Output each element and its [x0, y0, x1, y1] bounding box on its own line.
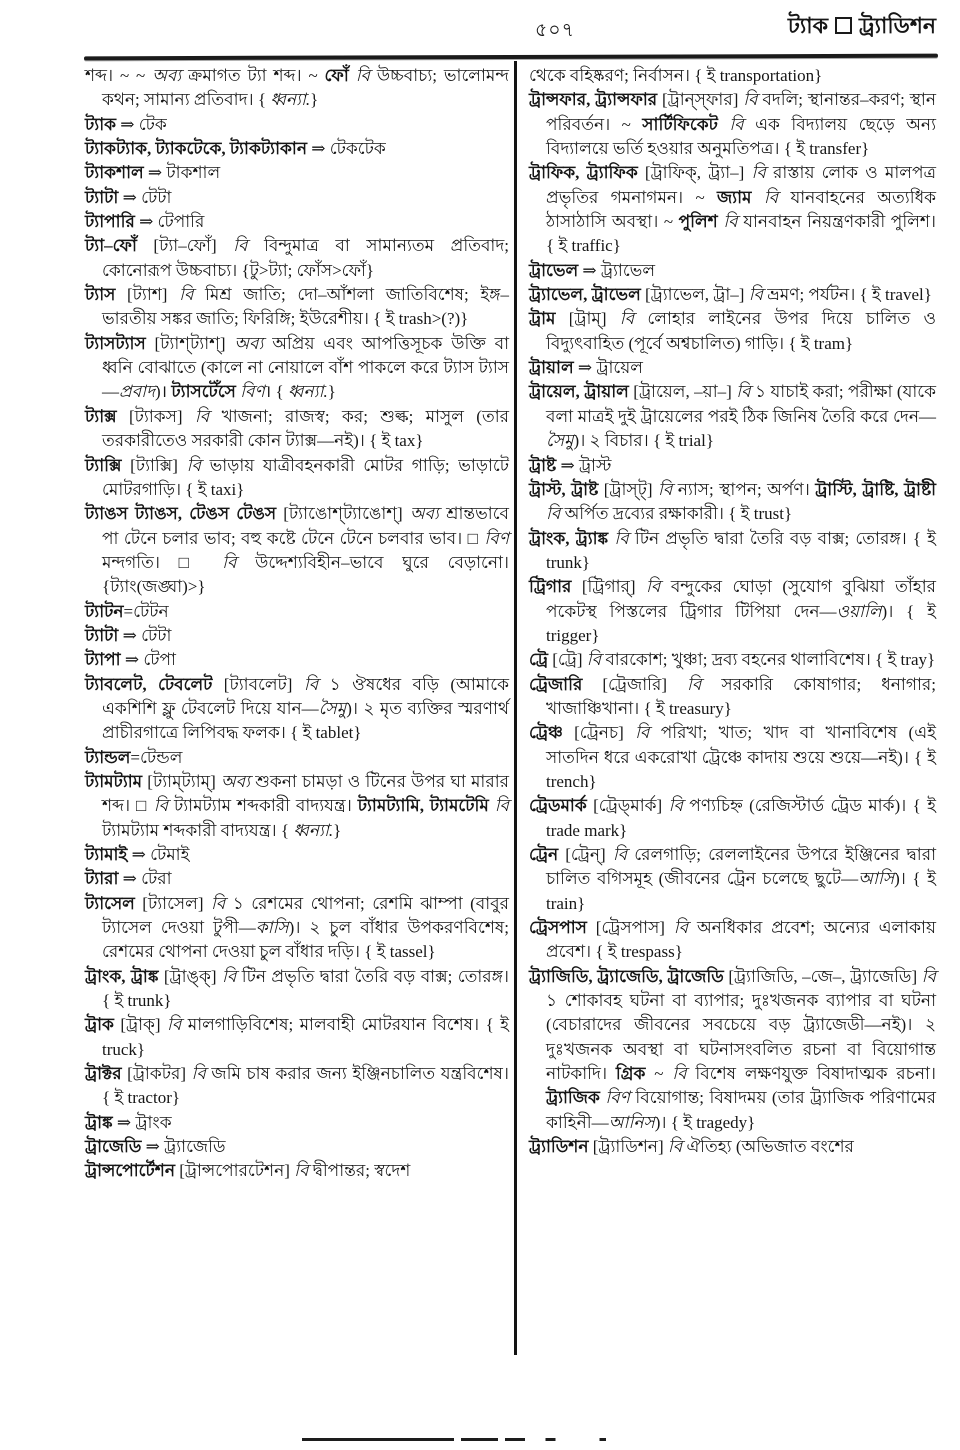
dictionary-entry: ট্যাসেল [ট্যাসেল] বি ১ রেশমের থোপনা; রেশমি ঝাম্পা (বাবুর ট্যাসেল দেওয়া টুপী—কাসি)। ২ চুল বাঁধার উপকরণবিশেষ; রেশমের থোপনা দেওয়া চুল বাঁধার দড়ি। { ই tassel}	[85, 893, 509, 962]
dictionary-entry: ট্রেন [ট্রেন্] বি রেলগাড়ি; রেললাইনের উপরে ইঞ্জিনের দ্বারা চালিত বগিসমূহ (জীবনের ট্রেন চলেছে ছুটে—আসি)। { ই train}	[529, 845, 936, 913]
guide-word-right: ট্র্যাডিশন	[858, 13, 936, 38]
dictionary-entry: ট্যাক ⇒ টেক	[85, 114, 167, 134]
dictionary-entry: থেকে বহিষ্করণ; নির্বাসন। { ই transportation}	[529, 66, 823, 85]
dictionary-entry: ট্রাষ্ট ⇒ ট্রাস্ট	[529, 455, 612, 475]
dictionary-entry: ট্যাটা ⇒ টেটা	[85, 187, 172, 207]
column-divider	[514, 61, 517, 1355]
dictionary-entry: ট্রিগার [ট্রিগার্] বি বন্দুকের ঘোড়া (সুযোগ বুঝিয়া তাঁহার পকেটস্থ পিস্তলের ট্রিগার টিপিয়া দেন—ওয়ালি)। { ই trigger}	[529, 577, 937, 645]
dictionary-entry: ট্যাক্স [ট্যাকস] বি খাজনা; রাজস্ব; কর; শুল্ক; মাসুল (তার তরকারীতেও সরকারী কোন ট্যাক্স—নই)। { ই tax}	[85, 406, 509, 451]
dictionary-entry: ট্যাসট্যাস [ট্যাশ্‌ট্যাশ্] অব্য অপ্রিয় এবং আপত্তিসূচক উক্তি বা ধ্বনি বোঝাতে (কালে না নোয়ালে বাঁশ পাকলে করে ট্যাস ট্যাস—প্রবাদ)। ট্যাসটেঁসে বিণ। { ধ্বন্যা.}	[85, 333, 510, 402]
dictionary-entry: ট্রে [ট্রে] বি বারকোশ; খুঞ্চা; দ্রব্য বহনের থালাবিশেষ। { ই tray}	[529, 650, 936, 670]
separator-square-icon	[835, 17, 852, 34]
dictionary-entry: ট্যাকট্যাক, ট্যাকটেকে, ট্যাকট্যাকান ⇒ টেকটেক	[85, 139, 386, 159]
dictionary-entry: ট্রায়াল ⇒ ট্রায়েল	[529, 358, 643, 378]
guide-word-left: ট্যাক	[787, 13, 828, 38]
dictionary-entry: ট্যামট্যাম [ট্যাম্‌ট্যাম্] অব্য শুকনা চামড়া ও টিনের উপর ঘা মারার শব্দ। □ বি ট্যামট্যাম শব্দকারী বাদ্যযন্ত্র। ট্যামট্যামি, ট্যামটেমি বি ট্যামট্যাম শব্দকারী বাদ্যযন্ত্র। { ধ্বন্যা.}	[85, 771, 510, 840]
dictionary-entry: ট্রাজেডি ⇒ ট্র্যাজেডি	[85, 1137, 226, 1157]
dictionary-entry: ট্রাংক, ট্রাঙ্ক [ট্রাঙ্ক্] বি টিন প্রভৃতি দ্বারা তৈরি বড় বাক্স; তোরঙ্গ। { ই trunk}	[85, 966, 509, 1011]
dictionary-entry: ট্রাভেল ⇒ ট্র্যাভেল	[529, 260, 656, 280]
bottom-broken-rule	[302, 1438, 640, 1441]
dictionary-entry: ট্রেঞ্চ [ট্রেনচ] বি পরিখা; খাত; খাদ বা খানাবিশেষ (এই সাতদিন ধরে একরোখা ট্রেঞ্চে কাদায় শুয়ে শুয়ে—নই)। { ই trench}	[529, 723, 936, 791]
dictionary-entry: ট্রাস্ট, ট্রাষ্ট [ট্রাস্ট্] বি ন্যাস; স্থাপন; অর্পণ। ট্রাস্টি, ট্রাষ্টি, ট্রাষ্টী বি অর্পিত দ্রব্যের রক্ষাকারী। { ই trust}	[529, 479, 936, 524]
dictionary-entry: ট্রাক্টর [ট্রাকটর] বি জমি চাষ করার জন্য ইঞ্জিনচালিত যন্ত্রবিশেষ। { ই tractor}	[85, 1064, 509, 1108]
dictionary-entry: ট্যাস [ট্যাশ] বি মিশ্র জাতি; দো–আঁশলা জাতিবিশেষ; ইঙ্গ–ভারতীয় সঙ্কর জাতি; ফিরিঙ্গি; ইউরেশীয়। { ই trash>(?)}	[85, 285, 509, 329]
dictionary-entry: ট্রান্সপোর্টেশন [ট্রান্সপোরটেশন] বি দ্বীপান্তর; স্বদেশ	[85, 1161, 411, 1181]
dictionary-entry: ট্যাক্সি [ট্যাক্সি] বি ভাড়ায় যাত্রীবহনকারী মোটর গাড়ি; ভাড়াটে মোটরগাড়ি। { ই taxi}	[85, 455, 509, 499]
dictionary-entry: ট্র্যাভেল, ট্রাভেল [ট্র্যাভেল, ট্রা–] বি ভ্রমণ; পর্যটন। { ই travel}	[529, 285, 932, 305]
dictionary-entry: ট্যা–ফোঁ [ট্যা–ফোঁ] বি বিন্দুমাত্র বা সামান্যতম প্রতিবাদ; কোনোরূপ উচ্চবাচ্য। {টু>ট্যা; ফোঁস>ফোঁ}	[85, 236, 510, 280]
page-number: ৫০৭	[534, 20, 576, 41]
dictionary-entry: ট্যাপা ⇒ টেপা	[85, 650, 176, 670]
dictionary-entry: ট্যান্ডল=টেন্ডল	[85, 747, 183, 767]
dictionary-entry: ট্যাকশাল ⇒ টাকশাল	[85, 163, 221, 183]
dictionary-entry: ট্রায়েল, ট্রায়াল [ট্রায়েল, –য়া–] বি ১ যাচাই করা; পরীক্ষা (যাকে বলা মাত্রই দুই ট্রায়েলের পরই ঠিক জিনিষ তৈরি করে দেন—সৈমু)। ২ বিচার। { ই trial}	[529, 382, 937, 451]
right-column	[529, 64, 936, 1159]
dictionary-entry: ট্যাটন=টেটন	[85, 601, 169, 621]
dictionary-entry: ট্রেডমার্ক [ট্রেড্‌মার্ক] বি পণ্যচিহ্ন (রেজিস্টার্ড ট্রেড মার্ক)। { ই trade mark}	[529, 796, 936, 840]
guide-words	[788, 9, 936, 46]
dictionary-entry: ট্রাংক, ট্র্যাঙ্ক বি টিন প্রভৃতি দ্বারা তৈরি বড় বাক্স; তোরঙ্গ। { ই trunk}	[529, 528, 937, 572]
dictionary-entry: ট্র্যাডিশন [ট্র্যাডিশন] বি ঐতিহ্য (অভিজাত বংশের	[529, 1137, 854, 1157]
dictionary-entry: ট্যারা ⇒ টেরা	[85, 869, 172, 889]
dictionary-entry: ট্যাবলেট, টেবলেট [ট্যাবলেট] বি ১ ঔষধের বড়ি (আমাকে একশিশি ফ্লু টেবলেট দিয়ে যান—সৈমু)। ২ মৃত ব্যক্তির স্মরণার্থ প্রাচীরগাত্রে লিপিবদ্ধ ফলক। { ই tablet}	[85, 674, 510, 743]
dictionary-entry: ট্যাঙস ট্যাঙস, টেঙস টেঙস [ট্যাঙোশ্‌ট্যাঙোশ্] অব্য শ্রান্তভাবে পা টেনে চলার ভাব; বহু কষ্টে টেনে টেনে চলবার ভাব। □ বিণ মন্দগতি। □ বি উদ্দেশ্যবিহীন–ভাবে ঘুরে বেড়ানো। {ট্যাং(জঙ্ঘা)>}	[85, 504, 509, 597]
dictionary-entry: ট্রাক [ট্রাক্] বি মালগাড়িবিশেষ; মালবাহী মোটরযান বিশেষ। { ই truck}	[85, 1015, 510, 1059]
dictionary-entry: ট্যাটা ⇒ টেটা	[85, 625, 172, 645]
left-column	[85, 64, 509, 1184]
dictionary-entry: ট্যাপারি ⇒ টেপারি	[85, 212, 205, 232]
dictionary-entry: ট্রেজারি [ট্রেজারি] বি সরকারি কোষাগার; ধনাগার; খাজাঞ্চিখানা। { ই treasury}	[529, 674, 936, 718]
dictionary-entry: ট্রাফিক, ট্র্যাফিক [ট্রাফিক্, ট্র্যা–] বি রাস্তায় লোক ও মালপত্র প্রভৃতির গমনাগমন। ~ জ্যাম বি যানবাহনের অত্যধিক ঠাসাঠাসি অবস্থা। ~ পুলিশ বি যানবাহন নিয়ন্ত্রণকারী পুলিশ। { ই traffic}	[529, 163, 937, 256]
dictionary-entry: ট্যামাই ⇒ টেমাই	[85, 845, 190, 864]
dictionary-entry: ট্রাঙ্ক ⇒ ট্রাংক	[85, 1112, 172, 1132]
dictionary-entry: ট্রেসপাস [ট্রেসপাস] বি অনধিকার প্রবেশ; অন্যের এলাকায় প্রবেশ। { ই trespass}	[529, 918, 936, 962]
dictionary-entry: ট্রান্সফার, ট্র্যান্সফার [ট্রান্‌স্‌ফার] বি বদলি; স্থানান্তর–করণ; স্থান পরিবর্তন। ~ সার্টিফিকেট বি এক বিদ্যালয় ছেড়ে অন্য বিদ্যালয়ে ভর্তি হওয়ার অনুমতিপত্র। { ই transfer}	[529, 90, 937, 159]
header-rule	[84, 54, 938, 61]
dictionary-entry: শব্দ। ~ ~ অব্য ক্রমাগত ট্যা শব্দ। ~ ফোঁ বি উচ্চবাচ্য; ভালোমন্দ কথন; সামান্য প্রতিবাদ। { ধ্বন্যা.}	[85, 66, 509, 110]
dictionary-entry: ট্রাম [ট্রাম্] বি লোহার লাইনের উপর দিয়ে চালিত ও বিদ্যুৎবাহিত (পূর্বে অশ্বচালিত) গাড়ি। { ই tram}	[529, 309, 936, 353]
dictionary-entry: ট্র্যাজিডি, ট্র্যাজেডি, ট্রাজেডি [ট্র্যাজিডি, –জে–, ট্র্যাজেডি] বি ১ শোকাবহ ঘটনা বা ব্যাপার; দুঃখজনক ব্যাপার বা ঘটনা (বেচারাদের জীবনের সবচেয়ে বড় ট্র্যাজেডী—নই)। ২ দুঃখজনক অবস্থা বা ঘটনাসংবলিত রচনা বা বিয়োগান্ত নাটকাদি। গ্রিক ~ বি বিশেষ লক্ষণযুক্ত বিষাদাত্মক রচনা। ট্র্যাজিক বিণ বিয়োগান্ত; বিষাদময় (তার ট্র্যাজিক পরিণামের কাহিনী—আনিস)। { ই tragedy}	[529, 966, 936, 1132]
